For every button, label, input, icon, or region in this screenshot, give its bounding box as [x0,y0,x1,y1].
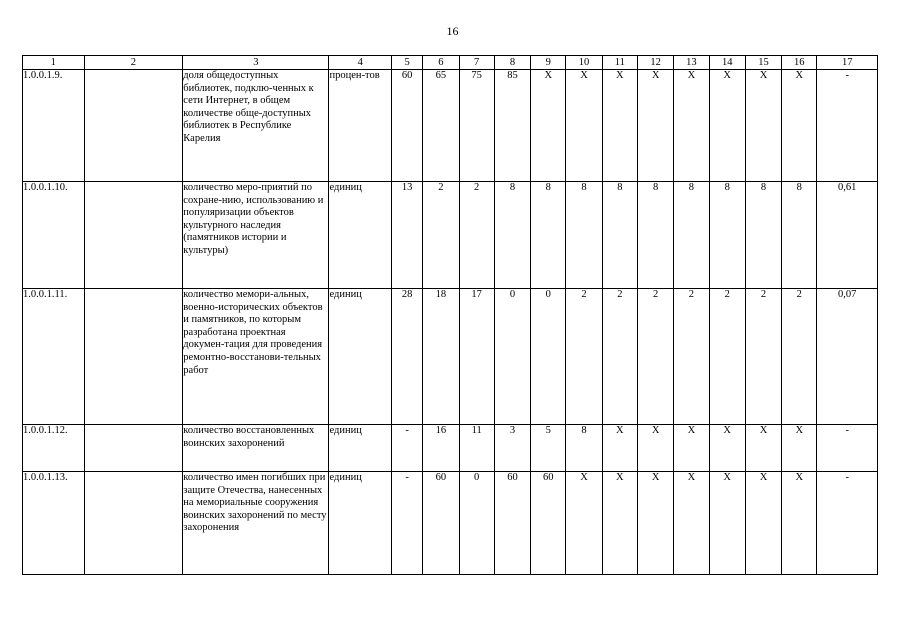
value-cell: X [745,472,781,575]
value-cell: 28 [391,289,422,425]
value-cell: X [674,472,709,575]
value-cell: - [817,425,878,472]
unit-cell: единиц [329,472,392,575]
column-header: 2 [84,56,183,70]
value-cell: X [709,472,745,575]
table-row [23,70,878,182]
indicator-code: 1.0.0.1.9. [23,70,85,182]
header-row [23,56,878,70]
column-header: 15 [745,56,781,70]
value-cell: 0 [531,289,566,425]
value-cell: 2 [423,182,459,289]
column-header: 3 [183,56,329,70]
value-cell: - [817,472,878,575]
page-number: 16 [446,24,459,38]
value-cell: 60 [494,472,530,575]
value-cell: X [782,425,817,472]
value-cell: X [637,425,673,472]
value-cell: 18 [423,289,459,425]
program-cell [84,182,183,289]
value-cell: X [674,70,709,182]
value-cell: X [745,70,781,182]
value-cell: X [602,425,637,472]
table-row [23,289,878,425]
value-cell: 85 [494,70,530,182]
value-cell: 8 [674,182,709,289]
value-cell: 16 [423,425,459,472]
indicator-table [22,55,878,575]
value-cell: 8 [494,182,530,289]
column-header: 10 [566,56,602,70]
column-header: 9 [531,56,566,70]
program-cell [84,472,183,575]
value-cell: - [817,70,878,182]
value-cell: 8 [566,182,602,289]
column-header: 17 [817,56,878,70]
indicator-name: доля общедоступных библиотек, подклю-ченных к сети Интернет, в общем количестве обще-доступных библиотек в Республике Карелия [183,70,329,182]
column-header: 13 [674,56,709,70]
value-cell: 2 [459,182,494,289]
value-cell: X [566,472,602,575]
column-header: 8 [494,56,530,70]
indicator-name: количество имен погибших при защите Отечества, нанесенных на мемориальные сооружения воинских захоронений по месту захоронения [183,472,329,575]
value-cell: 0,61 [817,182,878,289]
value-cell: 17 [459,289,494,425]
table-row [23,472,878,575]
value-cell: 11 [459,425,494,472]
value-cell: 13 [391,182,422,289]
unit-cell: единиц [329,182,392,289]
value-cell: X [602,70,637,182]
value-cell: 2 [745,289,781,425]
value-cell: 3 [494,425,530,472]
value-cell: 8 [566,425,602,472]
value-cell: X [709,70,745,182]
column-header: 14 [709,56,745,70]
indicator-name: количество меро-приятий по сохране-нию, использованию и популяризации объектов культурного наследия (памятников истории и культуры) [183,182,329,289]
value-cell: X [566,70,602,182]
indicator-name: количество восстановленных воинских захоронений [183,425,329,472]
value-cell: X [637,70,673,182]
value-cell: 2 [782,289,817,425]
value-cell: X [745,425,781,472]
value-cell: 0,07 [817,289,878,425]
column-header: 11 [602,56,637,70]
value-cell: X [602,472,637,575]
value-cell: 0 [494,289,530,425]
column-header: 12 [637,56,673,70]
value-cell: 2 [637,289,673,425]
value-cell: - [391,472,422,575]
program-cell [84,425,183,472]
column-header: 6 [423,56,459,70]
program-cell [84,70,183,182]
column-header: 1 [23,56,85,70]
value-cell: 60 [531,472,566,575]
value-cell: 8 [602,182,637,289]
table-row [23,425,878,472]
value-cell: 2 [674,289,709,425]
value-cell: 8 [709,182,745,289]
indicator-code: 1.0.0.1.11. [23,289,85,425]
value-cell: 60 [391,70,422,182]
value-cell: 8 [531,182,566,289]
value-cell: - [391,425,422,472]
value-cell: X [531,70,566,182]
indicator-code: 1.0.0.1.13. [23,472,85,575]
column-header: 16 [782,56,817,70]
value-cell: 2 [709,289,745,425]
value-cell: 75 [459,70,494,182]
column-header: 7 [459,56,494,70]
value-cell: 60 [423,472,459,575]
value-cell: 8 [637,182,673,289]
unit-cell: единиц [329,289,392,425]
value-cell: 0 [459,472,494,575]
value-cell: 8 [745,182,781,289]
indicator-name: количество мемори-альных, военно-исторических объектов и памятников, по которым разработана проектная докумен-тация для проведения ремонтно-восстанови-тельных работ [183,289,329,425]
value-cell: 65 [423,70,459,182]
table-row [23,182,878,289]
value-cell: X [782,70,817,182]
column-header: 5 [391,56,422,70]
value-cell: 2 [602,289,637,425]
program-cell [84,289,183,425]
unit-cell: процен-тов [329,70,392,182]
column-header: 4 [329,56,392,70]
value-cell: X [674,425,709,472]
value-cell: 5 [531,425,566,472]
value-cell: X [782,472,817,575]
unit-cell: единиц [329,425,392,472]
indicator-code: 1.0.0.1.10. [23,182,85,289]
indicator-code: 1.0.0.1.12. [23,425,85,472]
value-cell: 8 [782,182,817,289]
value-cell: 2 [566,289,602,425]
value-cell: X [709,425,745,472]
value-cell: X [637,472,673,575]
